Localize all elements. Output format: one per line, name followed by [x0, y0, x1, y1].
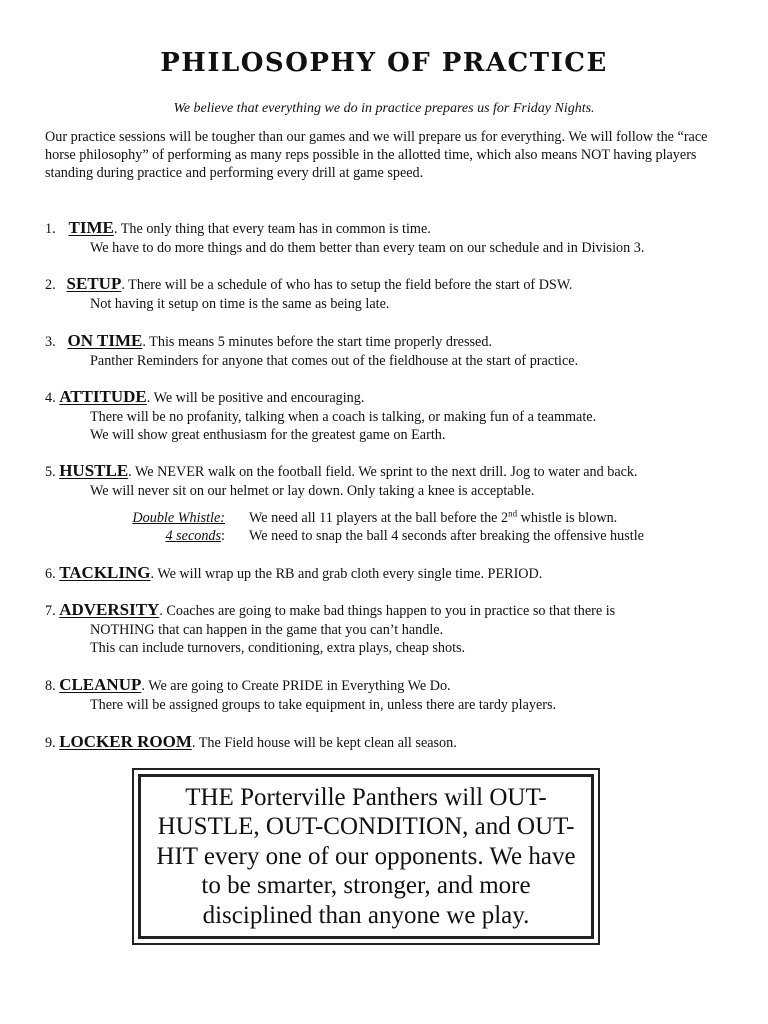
item-keyword: TACKLING: [59, 563, 151, 582]
four-seconds-label: 4 seconds:: [165, 528, 225, 544]
item-text: . The only thing that every team has in common is time.: [113, 221, 431, 237]
double-whistle-label: Double Whistle:: [132, 510, 225, 526]
item-text: . This means 5 minutes before the start time properly dressed.: [142, 334, 492, 350]
item-text: . There will be a schedule of who has to setup the field before the start of DSW.: [121, 277, 573, 293]
item-detail-line: Panther Reminders for anyone that comes out of the fieldhouse at the start of practice.: [90, 353, 579, 369]
item-detail-line: We will show great enthusiasm for the greatest game on Earth.: [90, 427, 446, 443]
item-tackling: [45, 563, 745, 584]
item-text: . We NEVER walk on the football field. We sprint to the next drill. Jog to water and back.: [128, 464, 638, 480]
item-text: . The Field house will be kept clean all season.: [191, 735, 457, 751]
item-text: . We will be positive and encouraging.: [146, 390, 365, 406]
item-attitude: [45, 387, 745, 444]
item-setup: [45, 274, 745, 313]
item-number: 1.: [45, 221, 56, 237]
item-number: 4.: [45, 390, 56, 406]
item-text: . Coaches are going to make bad things happen to you in practice so that there is: [159, 603, 616, 619]
item-locker-room: [45, 732, 745, 753]
item-detail-line: This can include turnovers, conditioning, extra plays, cheap shots.: [90, 640, 466, 656]
item-number: 3.: [45, 334, 56, 350]
item-keyword: ON TIME: [67, 331, 143, 350]
item-number: 2.: [45, 277, 56, 293]
item-detail-line: We will never sit on our helmet or lay down. Only taking a knee is acceptable.: [90, 483, 535, 499]
mission-statement-box: [132, 768, 600, 945]
item-detail-line: We have to do more things and do them better than every team on our schedule and in Division 3.: [90, 240, 645, 256]
item-keyword: LOCKER ROOM: [59, 732, 192, 751]
item-keyword: TIME: [68, 218, 114, 237]
item-detail-line: Not having it setup on time is the same as being late.: [90, 296, 390, 312]
item-keyword: ATTITUDE: [59, 387, 147, 406]
item-keyword: ADVERSITY: [59, 600, 160, 619]
item-detail-line: There will be no profanity, talking when a coach is talking, or making fun of a teammate.: [90, 409, 597, 425]
item-number: 5.: [45, 464, 56, 480]
item-text: . We will wrap up the RB and grab cloth every single time. PERIOD.: [150, 566, 543, 582]
item-text: . We are going to Create PRIDE in Everything We Do.: [141, 678, 451, 694]
item-number: 6.: [45, 566, 56, 582]
item-keyword: HUSTLE: [59, 461, 129, 480]
ordinal-suffix: nd: [508, 508, 518, 519]
item-detail-line: There will be assigned groups to take equipment in, unless there are tardy players.: [90, 697, 557, 713]
mission-statement-inner-border: [138, 774, 594, 939]
page-subtitle: We believe that everything we do in practice prepares us for Friday Nights.: [173, 101, 595, 116]
item-detail-line: NOTHING that can happen in the game that you can’t handle.: [90, 622, 444, 638]
item-adversity: [45, 600, 745, 657]
intro-paragraph: Our practice sessions will be tougher than our games and we will prepare us for everything. We will follow the “race horse philosophy” of performing as many reps possible in the allotted time, which also means NOT having players standing during practice and performing every drill at game speed.: [45, 129, 708, 181]
item-keyword: SETUP: [66, 274, 122, 293]
item-number: 8.: [45, 678, 56, 694]
item-keyword: CLEANUP: [59, 675, 142, 694]
mission-statement-text: THE Porterville Panthers will OUT-HUSTLE, OUT-CONDITION, and OUT-HIT every one of our opponents. We have to be smarter, stronger, and more disciplined than anyone we play.: [156, 783, 576, 929]
item-number: 7.: [45, 603, 56, 619]
item-on-time: [45, 331, 745, 370]
item-number: 9.: [45, 735, 56, 751]
item-time: [45, 218, 745, 257]
double-whistle-text: We need all 11 players at the ball before the 2nd whistle is blown.: [249, 508, 618, 526]
item-cleanup: [45, 675, 745, 714]
page-title: PHILOSOPHY OF PRACTICE: [160, 48, 608, 78]
item-hustle: [45, 461, 745, 500]
four-seconds-text: We need to snap the ball 4 seconds after breaking the offensive hustle: [249, 528, 644, 544]
